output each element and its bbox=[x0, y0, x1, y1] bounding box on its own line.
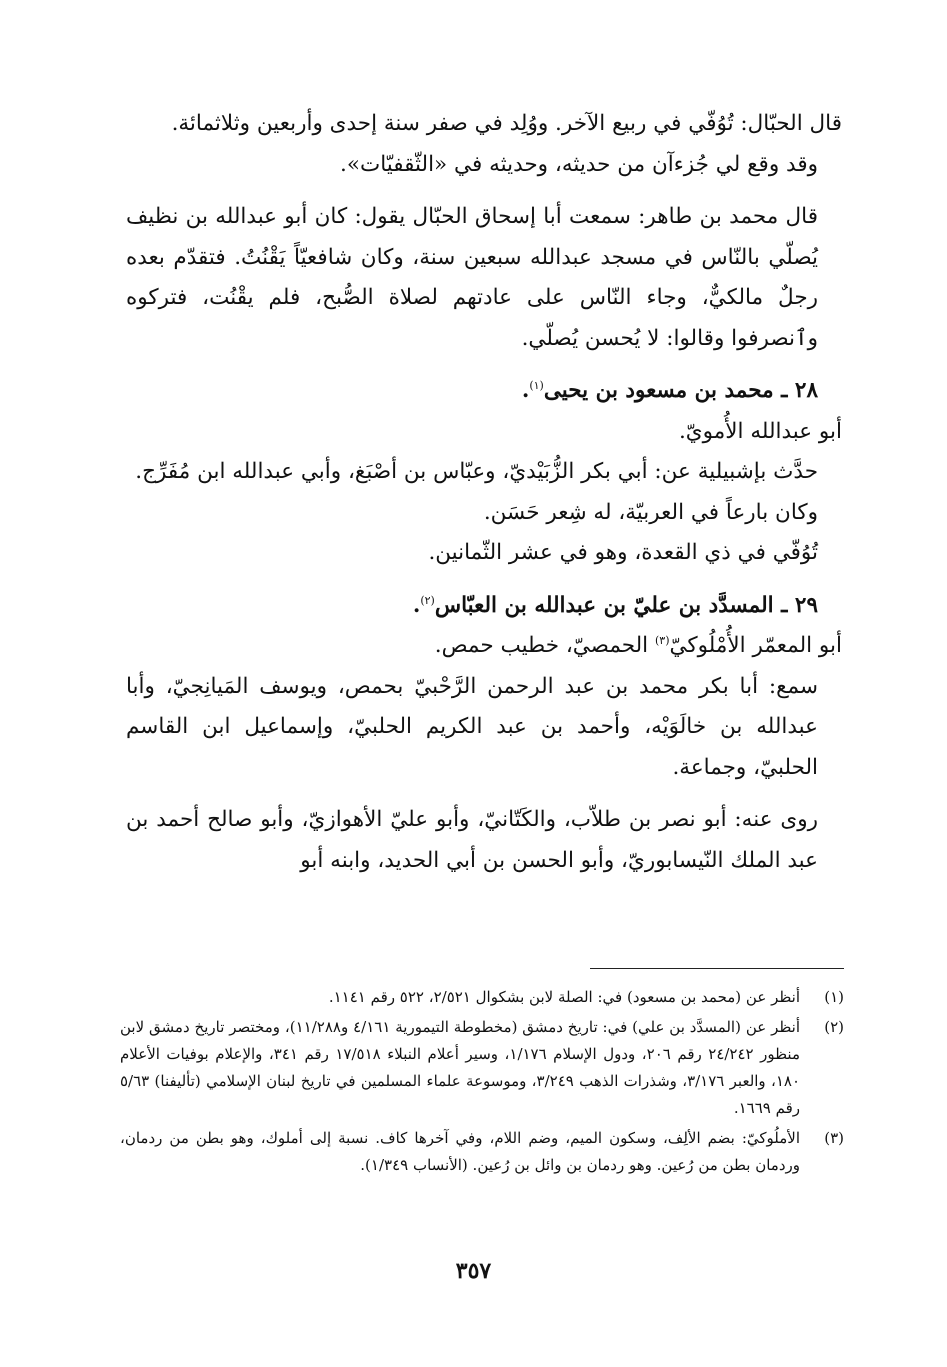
footnote bbox=[120, 1014, 844, 1122]
footnote-separator bbox=[590, 968, 844, 969]
footnote-text: أنظر عن (المسدَّد بن علي) في: تاريخ دمشق (مخطوطة التيمورية ٤/١٦١ و١١/٢٨٨)، ومختصر تاريخ دمشق لابن منظور ٢٤/٢٤٢ رقم ٢٠٦، ودول الإسلام ١/١٧٦، وسير أعلام النبلاء ١٧/٥١٨ رقم ٣٤١، والإعلام بوفيات الأعلام ١٨٠، والعبر ٣/١٧٦، وشذرات الذهب ٣/٢٤٩، وموسوعة علماء المسلمين في تاريخ لبنان الإسلامي (تأليفنا) ٥/٦٣ رقم ١٦٦٩. bbox=[120, 1018, 801, 1117]
paragraph: وكان بارعاً في العربيّة، له شِعر حَسَن. bbox=[483, 499, 818, 525]
footnote-ref-3: (٣) bbox=[655, 633, 670, 647]
footnote bbox=[120, 984, 844, 1011]
footnote bbox=[120, 1125, 844, 1179]
main-text bbox=[126, 104, 842, 881]
entry-kunya bbox=[126, 626, 842, 667]
footnote-text: أنظر عن (محمد بن مسعود) في: الصلة لابن بشكوال ٢/٥٢١، ٥٢٢ رقم ١١٤١. bbox=[328, 988, 800, 1006]
footnotes bbox=[120, 984, 844, 1179]
paragraph: روى عنه: أبو نصر بن طلاّب، والكَتّانيّ، وأبو عليّ الأهوازيّ، وأبو صالح أحمد بن عبد الملك النّيسابوريّ، وأبو الحسن بن أبي الحديد، وابنه أبو bbox=[126, 807, 818, 873]
paragraph: قال الحبّال: تُوُفّي في ربيع الآخر. ووُلِد في صفر سنة إحدى وأربعين وثلاثمائة. bbox=[171, 111, 842, 136]
paragraph: تُوُفّي في ذي القعدة، وهو في عشر الثّمانين. bbox=[428, 540, 818, 565]
footnote-ref-2: (٢) bbox=[420, 593, 435, 607]
paragraph: حدَّث بإشبيلية عن: أبي بكر الزُّبَيْديّ، وعبّاس بن أصْبَغ، وأبي عبدالله ابن مُفَرِّج. bbox=[135, 459, 818, 484]
heading-end: . bbox=[412, 592, 421, 618]
footnote-text: الأملُوكيّ: بضم الألِف، وسكون الميم، وضم اللام، وفي آخرها كاف. نسبة إلى أملوك، وهو بطن من ردمان، وردمان بطن من رُعين. وهو ردمان بن وائل بن رُعين. (الأنساب ١/٣٤٩). bbox=[120, 1129, 800, 1174]
entry-heading-text: ٢٩ ـ المسدَّد بن عليّ بن عبدالله بن العبّاس bbox=[434, 592, 818, 618]
footnote-number: (٢) bbox=[824, 1018, 844, 1036]
footnote-number: (٣) bbox=[824, 1129, 844, 1147]
entry-heading-29 bbox=[126, 586, 842, 627]
heading-end: . bbox=[521, 378, 530, 403]
paragraph: قال محمد بن طاهر: سمعت أبا إسحاق الحبّال يقول: كان أبو عبدالله بن نظيف يُصلّي بالنّاس في مسجد عبدالله سبعين سنة، وكان شافعيّاً يَقْنُتُ. فتقدّم بعده رجلٌ مالكيٌّ، وجاء النّاس على عادتهم لصلاة الصُّبح، فلم يقْنُت، فتركوه وٱنصرفوا وقالوا: لا يُحسن يُصلّي. bbox=[126, 204, 818, 351]
kunya-text: الحمصيّ، خطيب حمص. bbox=[434, 633, 655, 658]
kunya-text: أبو المعمّر الأُمْلُوكيّ bbox=[669, 633, 842, 658]
paragraph: وقد وقع لي جُزءآن من حديثه، وحديثه في «الثّقفيّات». bbox=[340, 151, 818, 177]
footnote-ref-1: (١) bbox=[529, 378, 544, 392]
page-number: ٣٥٧ bbox=[455, 1258, 492, 1284]
paragraph: سمع: أبا بكر محمد بن عبد الرحمن الرَّحْبيّ بحمص، ويوسف المَيانِجيّ، وأبا عبدالله بن خالَوَيْه، وأحمد بن عبد الكريم الحلبيّ، وإسماعيل ابن القاسم الحلبيّ، وجماعة. bbox=[126, 673, 818, 780]
entry-heading-text: ٢٨ ـ محمد بن مسعود بن يحيى bbox=[543, 378, 818, 403]
entry-kunya: أبو عبدالله الأُمويّ. bbox=[678, 418, 842, 444]
footnote-number: (١) bbox=[824, 988, 844, 1006]
entry-heading-28 bbox=[126, 371, 842, 412]
